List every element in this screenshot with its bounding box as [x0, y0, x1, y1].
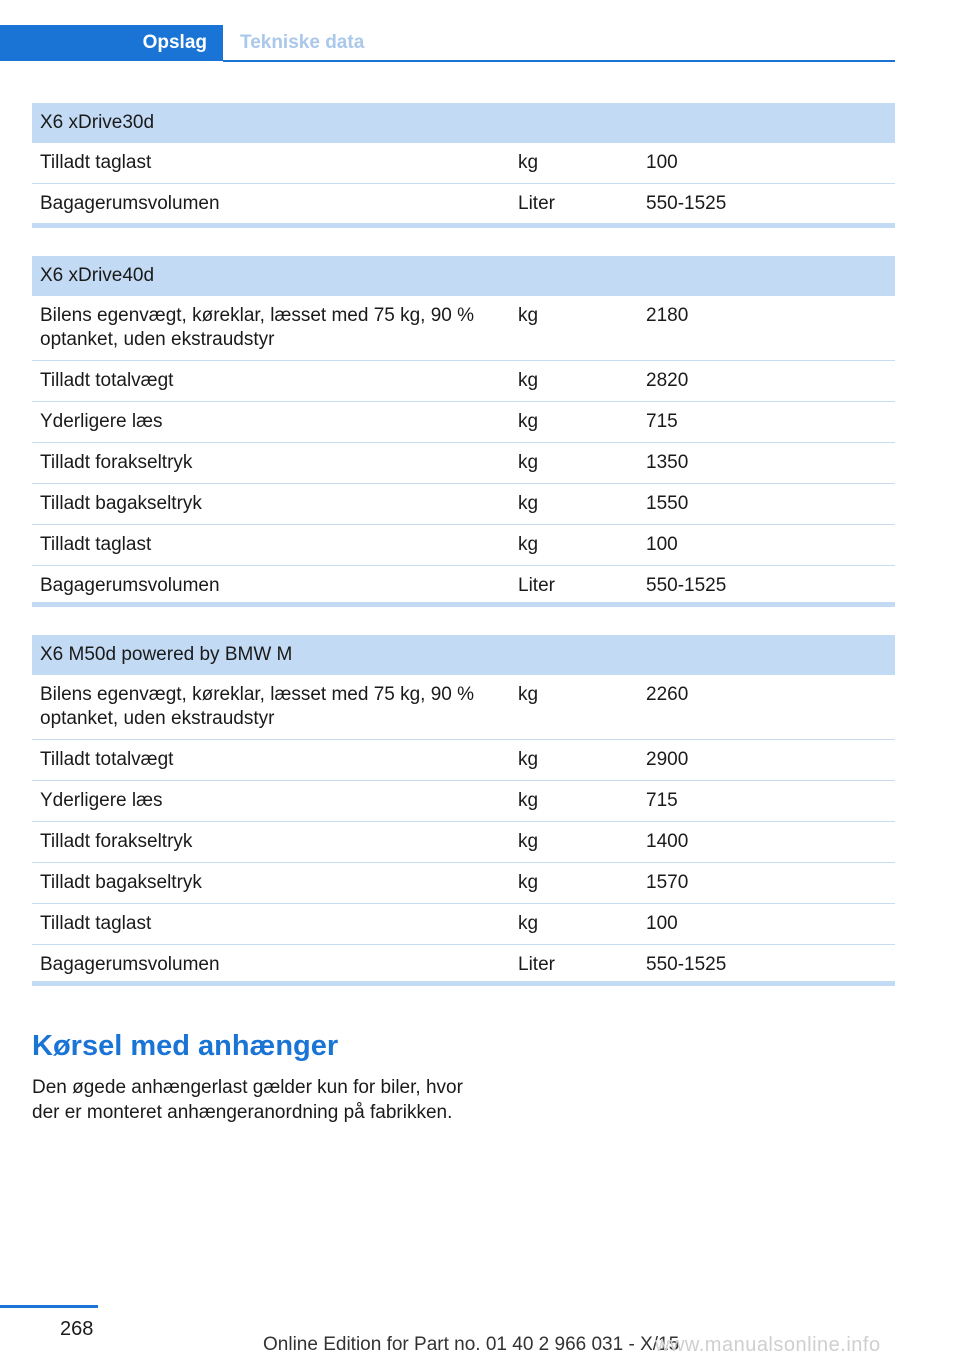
row-label: Tilladt forakseltryk — [32, 443, 510, 484]
row-label: Tilladt totalvægt — [32, 740, 510, 781]
table-row — [32, 904, 895, 945]
row-label: Bagagerumsvolumen — [40, 575, 220, 596]
table-row — [32, 740, 895, 781]
footer-edition-text: Online Edition for Part no. 01 40 2 966 031 - X/15 — [263, 1334, 680, 1355]
row-label: Tilladt taglast — [32, 525, 510, 566]
tab-tekniske-data[interactable]: Tekniske data — [240, 32, 365, 53]
row-unit: kg — [510, 781, 638, 822]
row-label: Tilladt forakseltryk — [32, 822, 510, 863]
table-row — [32, 484, 895, 525]
table-row — [32, 945, 895, 986]
spec-table-xdrive40d — [32, 256, 895, 606]
table-row — [32, 822, 895, 863]
row-value: 1570 — [638, 863, 895, 904]
section-heading: Kørsel med anhænger — [32, 1030, 339, 1062]
row-label: Tilladt bagakseltryk — [32, 863, 510, 904]
row-label: Tilladt taglast — [32, 904, 510, 945]
row-unit: Liter — [518, 575, 555, 596]
section-body: Den øgede anhængerlast gælder kun for biler, hvor der er monteret anhængeranordning på fabrikken. — [32, 1077, 463, 1123]
table-title: X6 xDrive40d — [32, 256, 895, 296]
tab-opslag[interactable]: Opslag — [0, 25, 223, 61]
row-label: Yderligere læs — [32, 781, 510, 822]
row-label: Yderligere læs — [32, 402, 510, 443]
row-label: Bagagerumsvolumen — [40, 193, 220, 214]
watermark: www.manualsonline.info — [655, 1334, 881, 1356]
row-unit: Liter — [518, 193, 555, 214]
row-value: 2180 — [638, 296, 895, 361]
table-row — [32, 863, 895, 904]
row-label: Bagagerumsvolumen — [40, 954, 220, 975]
table-row — [32, 184, 895, 225]
table-end-rule — [32, 602, 895, 607]
table-end-rule — [32, 981, 895, 986]
row-value: 550-1525 — [646, 575, 727, 596]
spec-table-xdrive30d — [32, 103, 895, 224]
row-unit: kg — [510, 143, 638, 184]
row-value: 100 — [638, 143, 895, 184]
table-title: X6 M50d powered by BMW M — [32, 635, 895, 675]
row-unit: kg — [510, 822, 638, 863]
table-row — [32, 361, 895, 402]
table-row — [32, 781, 895, 822]
row-unit: kg — [510, 740, 638, 781]
row-value: 2820 — [638, 361, 895, 402]
row-value: 550-1525 — [646, 954, 727, 975]
row-label: Bilens egenvægt, køreklar, læsset med 75 kg, 90 % optanket, uden ekstraudstyr — [32, 675, 510, 740]
header-divider — [223, 60, 895, 62]
table-row — [32, 296, 895, 361]
row-unit: Liter — [518, 954, 555, 975]
table-row — [32, 525, 895, 566]
table-row — [32, 675, 895, 740]
table-end-rule — [32, 223, 895, 228]
row-unit: kg — [510, 863, 638, 904]
row-unit: kg — [510, 361, 638, 402]
row-unit: kg — [510, 402, 638, 443]
row-unit: kg — [510, 525, 638, 566]
row-label: Tilladt totalvægt — [32, 361, 510, 402]
row-label: Tilladt bagakseltryk — [32, 484, 510, 525]
row-unit: kg — [510, 904, 638, 945]
page-number: 268 — [60, 1318, 94, 1340]
row-label: Bilens egenvægt, køreklar, læsset med 75 kg, 90 % optanket, uden ekstraudstyr — [32, 296, 510, 361]
row-unit: kg — [510, 675, 638, 740]
row-value: 2260 — [638, 675, 895, 740]
table-title: X6 xDrive30d — [32, 103, 895, 143]
row-label: Tilladt taglast — [32, 143, 510, 184]
table-row — [32, 443, 895, 484]
table-row — [32, 402, 895, 443]
row-value: 715 — [638, 402, 895, 443]
table-row — [32, 143, 895, 184]
row-value: 550-1525 — [646, 193, 727, 214]
row-unit: kg — [510, 296, 638, 361]
table-row — [32, 566, 895, 607]
row-unit: kg — [510, 443, 638, 484]
row-value: 100 — [638, 904, 895, 945]
page-number-rule — [0, 1305, 98, 1308]
row-value: 100 — [638, 525, 895, 566]
row-value: 2900 — [638, 740, 895, 781]
row-value: 1400 — [638, 822, 895, 863]
row-value: 1550 — [638, 484, 895, 525]
spec-table-m50d — [32, 635, 895, 985]
row-value: 715 — [638, 781, 895, 822]
row-value: 1350 — [638, 443, 895, 484]
row-unit: kg — [510, 484, 638, 525]
